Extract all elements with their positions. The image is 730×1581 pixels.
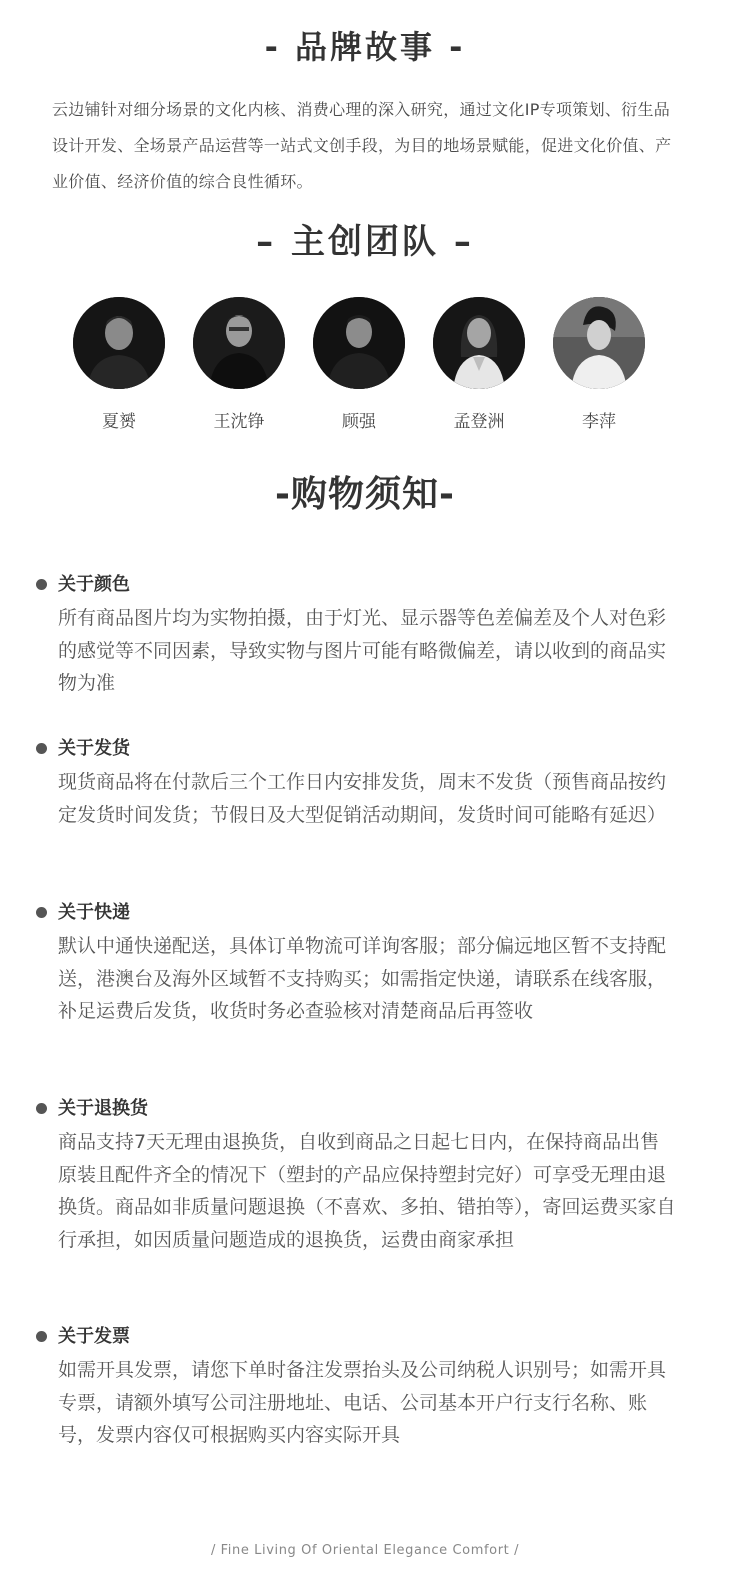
footer-tagline: / Fine Living Of Oriental Elegance Comfort / bbox=[210, 1543, 520, 1558]
member-name: 夏赟 bbox=[102, 412, 136, 432]
avatar-photo bbox=[553, 297, 645, 389]
notice-title: 关于快递 bbox=[58, 902, 130, 923]
bullet-icon bbox=[36, 579, 47, 590]
notice-body: 商品支持7天无理由退换货，自收到商品之日起七日内，在保持商品出售原装且配件齐全的情况下（塑封的产品应保持塑封完好）可享受无理由退换货。商品如非质量问题退换（不喜欢、多拍、错拍等），寄回运费买家自行承担，如因质量问题造成的退换货，运费由商家承担 bbox=[58, 1131, 676, 1251]
bullet-icon bbox=[36, 743, 47, 754]
team-member bbox=[309, 297, 409, 432]
member-name: 李萍 bbox=[582, 412, 616, 432]
notice-title: 关于退换货 bbox=[58, 1098, 148, 1119]
notice-express bbox=[36, 896, 696, 1028]
member-name: 王沈铮 bbox=[213, 412, 265, 432]
notice-body: 如需开具发票，请您下单时备注发票抬头及公司纳税人识别号；如需开具专票，请额外填写公司注册地址、电话、公司基本开户行支行名称、账号，发票内容仅可根据购买内容实际开具 bbox=[58, 1359, 667, 1446]
avatar-photo bbox=[433, 297, 525, 389]
avatar-photo bbox=[313, 297, 405, 389]
bullet-icon bbox=[36, 1331, 47, 1342]
avatar-photo bbox=[193, 297, 285, 389]
team-members bbox=[0, 297, 730, 437]
notice-title: 关于发票 bbox=[58, 1326, 130, 1347]
notice-title: 关于颜色 bbox=[58, 574, 130, 595]
brand-story-paragraph: 云边铺针对细分场景的文化内核、消费心理的深入研究，通过文化IP专项策划、衍生品设计开发、全场景产品运营等一站式文创手段，为目的地场景赋能，促进文化价值、产业价值、经济价值的综合良性循环。 bbox=[52, 100, 672, 191]
notice-invoice bbox=[36, 1320, 696, 1452]
bullet-icon bbox=[36, 907, 47, 918]
notice-title: 关于发货 bbox=[58, 738, 130, 759]
shopping-notice-title: -购物须知- bbox=[275, 474, 455, 515]
bullet-icon bbox=[36, 1103, 47, 1114]
team-member bbox=[189, 297, 289, 432]
notice-returns bbox=[36, 1092, 696, 1256]
team-member bbox=[429, 297, 529, 432]
notice-body: 现货商品将在付款后三个工作日内安排发货，周末不发货（预售商品按约定发货时间发货；节假日及大型促销活动期间，发货时间可能略有延迟） bbox=[58, 771, 667, 826]
member-name: 顾强 bbox=[342, 412, 376, 432]
member-name: 孟登洲 bbox=[453, 412, 505, 432]
avatar-photo bbox=[73, 297, 165, 389]
brand-story-title: - 品牌故事 - bbox=[264, 28, 466, 66]
notice-body: 默认中通快递配送，具体订单物流可详询客服；部分偏远地区暂不支持配送，港澳台及海外区域暂不支持购买；如需指定快递，请联系在线客服，补足运费后发货，收货时务必查验核对清楚商品后再签收 bbox=[58, 935, 667, 1022]
notice-color bbox=[36, 568, 696, 700]
team-title: – 主创团队 – bbox=[256, 222, 474, 262]
notice-shipping bbox=[36, 732, 696, 831]
team-member bbox=[549, 297, 649, 432]
notice-body: 所有商品图片均为实物拍摄，由于灯光、显示器等色差偏差及个人对色彩的感觉等不同因素，导致实物与图片可能有略微偏差，请以收到的商品实物为准 bbox=[58, 607, 667, 694]
team-member bbox=[69, 297, 169, 432]
